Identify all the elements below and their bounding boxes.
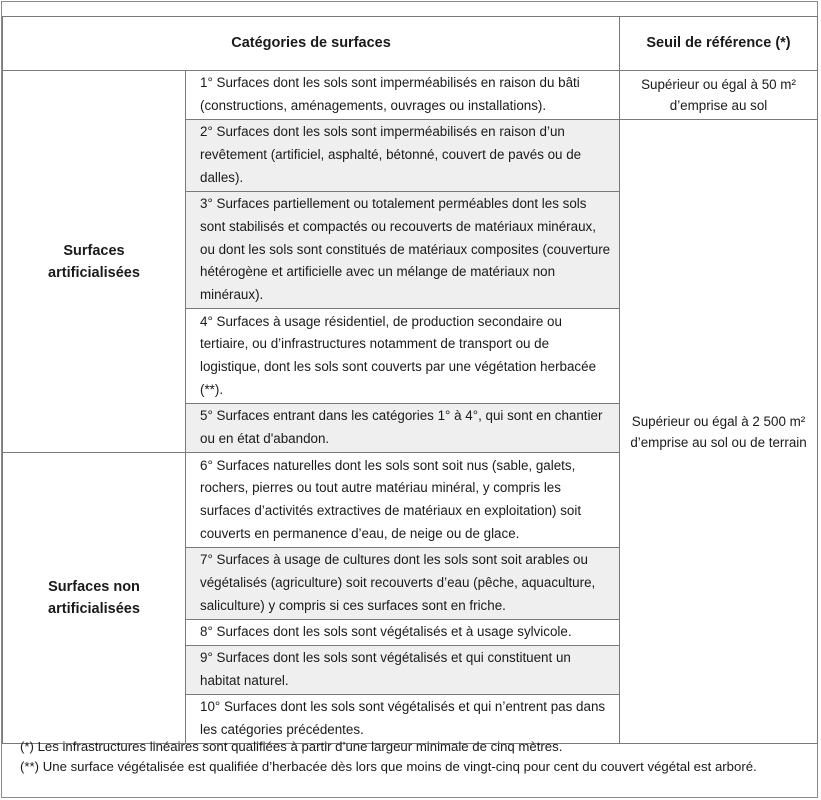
category-10: 10° Surfaces dont les sols sont végétalisés et qui n’entrent pas dans les catégories précédentes.	[186, 695, 620, 744]
surfaces-table	[2, 16, 818, 744]
seuil-50: Supérieur ou égal à 50 m² d’emprise au sol	[620, 71, 818, 120]
category-5: 5° Surfaces entrant dans les catégories 1° à 4°, qui sont en chantier ou en état d'abandon.	[186, 404, 620, 453]
category-9: 9° Surfaces dont les sols sont végétalisés et qui constituent un habitat naturel.	[186, 646, 620, 695]
category-8: 8° Surfaces dont les sols sont végétalisés et à usage sylvicole.	[186, 620, 620, 646]
seuil-2500: Supérieur ou égal à 2 500 m² d’emprise au sol ou de terrain	[620, 120, 818, 744]
document-frame	[1, 1, 818, 798]
category-6: 6° Surfaces naturelles dont les sols sont soit nus (sable, galets, rochers, pierres ou tout autre matériau minéral, y compris les surfaces d’activités extractives de matériaux en exploitation) soit couverts en permanence d’eau, de neige ou de glace.	[186, 453, 620, 548]
group-artificialisees	[3, 71, 186, 453]
group-label-line: artificialisées	[48, 601, 140, 617]
footnotes	[20, 737, 810, 777]
header-seuil: Seuil de référence (*)	[620, 17, 818, 71]
category-2: 2° Surfaces dont les sols sont imperméabilisés en raison d’un revêtement (artificiel, asphalté, bétonné, couvert de pavés ou de dalles).	[186, 120, 620, 192]
group-label-line: artificialisées	[48, 264, 140, 281]
table-row	[3, 71, 818, 120]
category-3: 3° Surfaces partiellement ou totalement perméables dont les sols sont stabilisés et compactés ou recouverts de matériaux minéraux, ou dont les sols sont constitués de matériaux composites (couverture hétérogène et artificielle avec un mélange de matériaux non minéraux).	[186, 192, 620, 309]
category-1: 1° Surfaces dont les sols sont imperméabilisés en raison du bâti (constructions, aménagements, ouvrages ou installations).	[186, 71, 620, 120]
footnote-2: (**) Une surface végétalisée est qualifiée d’herbacée dès lors que moins de vingt-cinq pour cent du couvert végétal est arboré.	[20, 759, 757, 774]
group-label-line: Surfaces	[63, 242, 125, 259]
header-categories: Catégories de surfaces	[3, 17, 620, 71]
footnote-1: (*) Les infrastructures linéaires sont qualifiées à partir d’une largeur minimale de cinq mètres.	[20, 739, 563, 754]
category-7: 7° Surfaces à usage de cultures dont les sols sont soit arables ou végétalisés (agriculture) soit recouverts d’eau (pêche, aquaculture, saliculture) y compris si ces surfaces sont en friche.	[186, 548, 620, 620]
group-label-line: Surfaces non	[48, 579, 140, 595]
table-header-row	[3, 17, 818, 71]
category-4: 4° Surfaces à usage résidentiel, de production secondaire ou tertiaire, ou d’infrastructures notamment de transport ou de logistique, dont les sols sont couverts par une végétation herbacée (**).	[186, 309, 620, 404]
group-non-artificialisees	[3, 453, 186, 744]
